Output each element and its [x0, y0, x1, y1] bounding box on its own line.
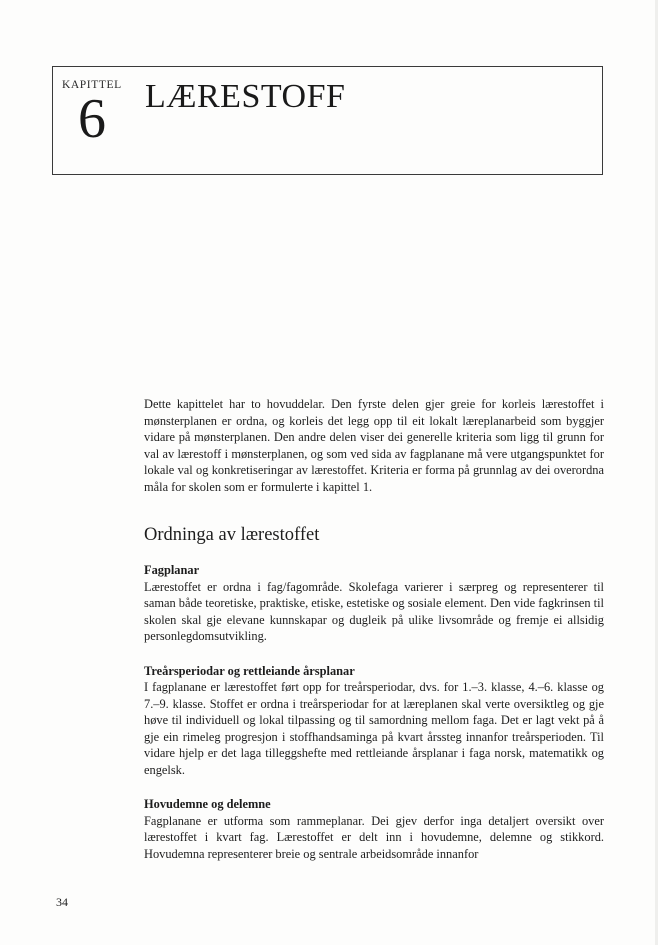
- subsection-text: I fagplanane er lærestoffet ført opp for treårsperiodar, dvs. for 1.–3. klasse, 4.–6. klasse og 7.–9. klasse. Stoffet er ordna i treårsperiodar for at læreplanen skal verte oversiktleg og gje høve til individuell og lokal tilpassing og til samordning mellom faga. Det er lagt vekt på å gje ein rimeleg progresjon i stoffhandsaminga på kvart årssteg innanfor treårsperioden. Til vidare hjelp er det laga tilleggshefte med rettleiande årsplanar i faga norsk, matematikk og engelsk.: [144, 680, 604, 777]
- intro-paragraph: Dette kapittelet har to hovuddelar. Den fyrste delen gjer greie for korleis lærestoffet i mønsterplanen er ordna, og korleis det legg opp til eit lokalt læreplanarbeid som byggjer vidare på mønsterplanen. Den andre delen viser dei generelle kriteria som ligg til grunn for val av lærestoff i mønsterplanen, og som ved sida av fagplanane må vere utgangspunktet for lokale val og konkretiseringar av lærestoffet. Kriteria er forma på grunnlag av dei overordna måla for skolen som er formulerte i kapittel 1.: [144, 397, 604, 494]
- subsection-heading: Fagplanar: [144, 563, 200, 577]
- subsection-hovudemne: [144, 796, 604, 862]
- subsection-text: Lærestoffet er ordna i fag/fagområde. Skolefaga varierer i særpreg og representerer til saman både teoretiske, praktiske, etiske, estetiske og sosiale element. Den vide fagkrinsen til skolen skal gje elevane kunnskapar og dugleik på ulike livsområde og fremje ei allsidig personlegdomsutvikling.: [144, 579, 604, 643]
- section-heading: Ordninga av lærestoffet: [144, 525, 320, 545]
- body-content: [144, 396, 604, 880]
- subsection-trearsperiodar: [144, 663, 604, 779]
- chapter-number: 6: [78, 88, 106, 150]
- chapter-title: LÆRESTOFF: [145, 78, 346, 115]
- subsection-heading: Hovudemne og delemne: [144, 797, 271, 811]
- chapter-header-box: [52, 66, 603, 175]
- subsection-text: Fagplanane er utforma som rammeplanar. Dei gjev derfor inga detaljert oversikt over lærestoffet i kvart fag. Lærestoffet er delt inn i hovudemne, delemne og stikkord. Hovudemna representerer breie og sentrale arbeidsområde innanfor: [144, 813, 604, 861]
- subsection-fagplanar: [144, 562, 604, 645]
- page-number: 34: [56, 895, 68, 909]
- chapter-label: KAPITTEL: [62, 79, 122, 91]
- subsection-heading: Treårsperiodar og rettleiande årsplanar: [144, 663, 355, 678]
